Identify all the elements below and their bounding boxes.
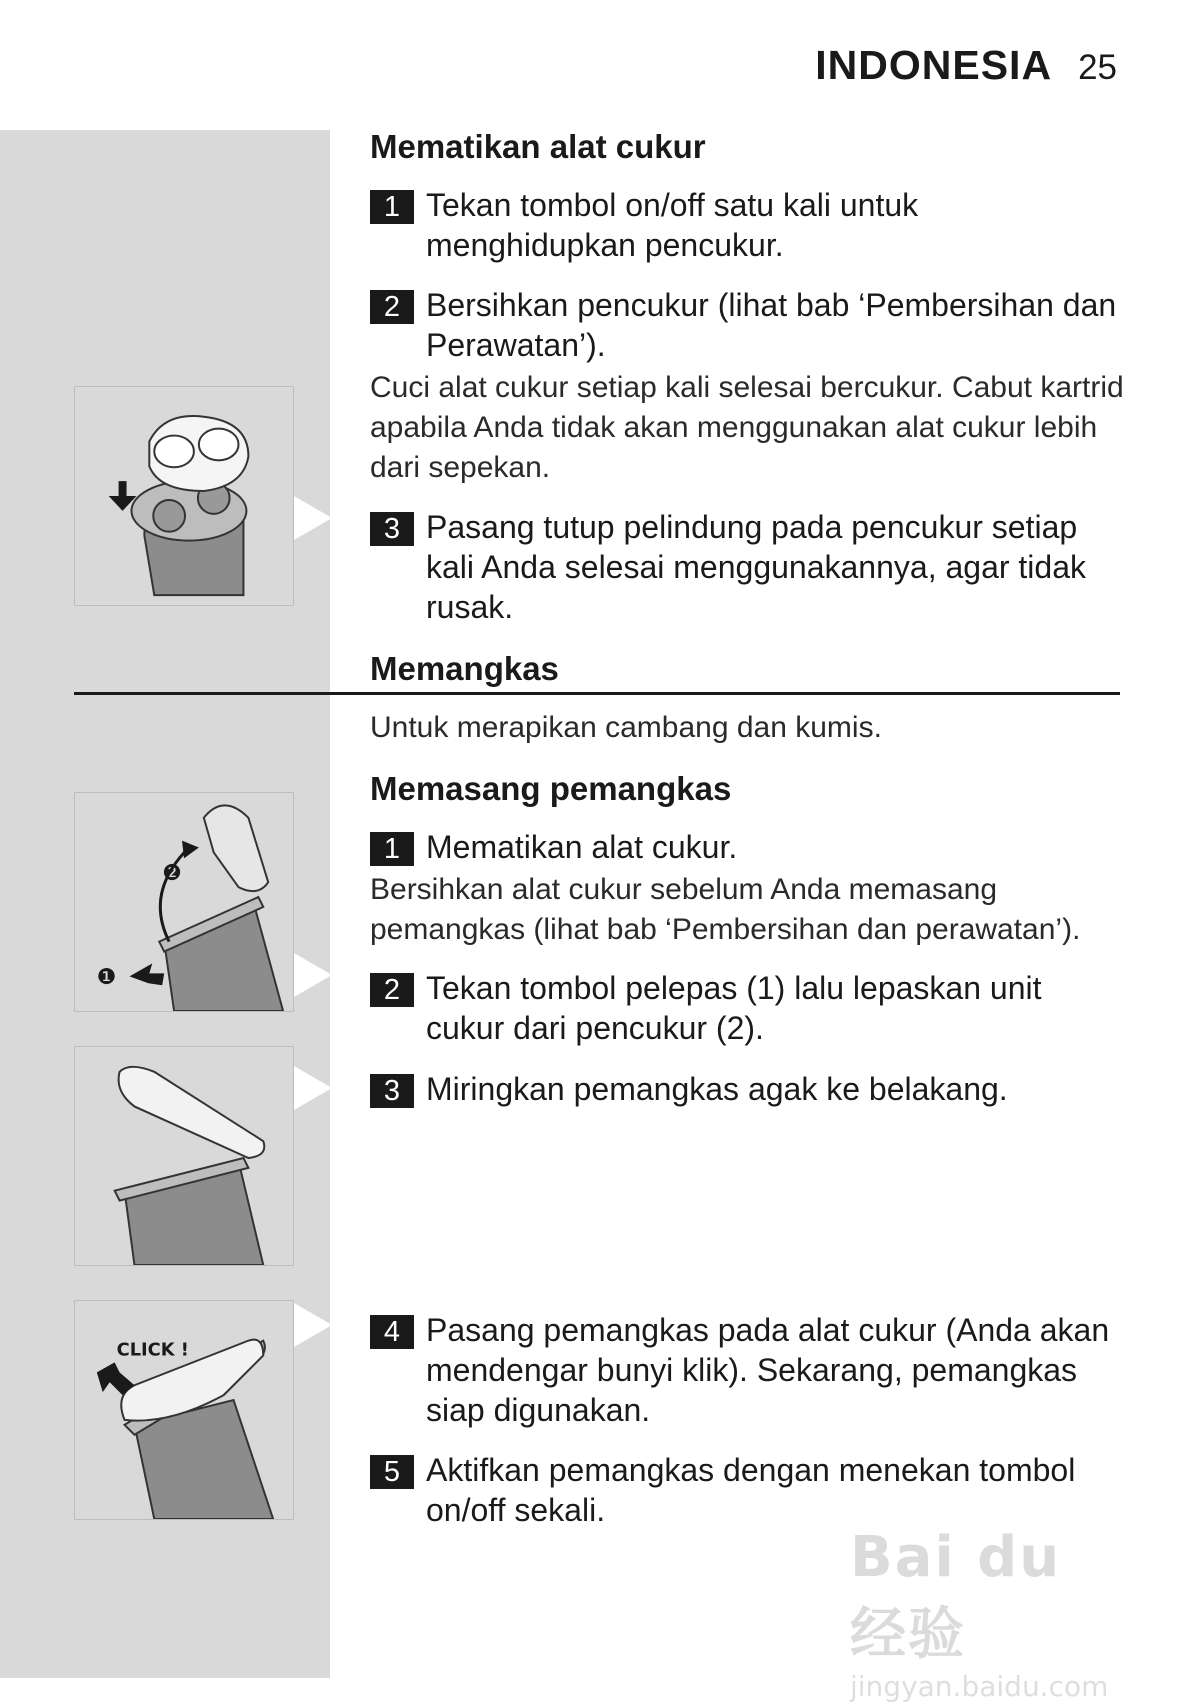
header-language: INDONESIA	[815, 42, 1053, 88]
step-text: Tekan tombol pelepas (1) lalu lepaskan unit cukur dari pencukur (2).	[426, 970, 1042, 1046]
illustration-pointer	[294, 496, 332, 540]
page-header	[815, 42, 1117, 89]
illustration-shaver-cap	[74, 386, 294, 606]
step-number: 4	[370, 1315, 414, 1349]
step-text: Mematikan alat cukur.	[426, 829, 738, 865]
step-text: Miringkan pemangkas agak ke belakang.	[426, 1071, 1008, 1107]
click-label: CLICK !	[116, 1339, 189, 1361]
marker-2: ❷	[162, 861, 182, 887]
illustration-attach-trimmer	[74, 1300, 294, 1520]
step-item	[370, 507, 1120, 627]
watermark-url: jingyan.baidu.com	[850, 1670, 1109, 1703]
trimming-intro: Untuk merapikan cambang dan kumis.	[370, 711, 882, 744]
section-divider	[74, 692, 1120, 695]
trimmer-cleaning-note: Bersihkan alat cukur sebelum Anda memasang pemangkas (lihat bab ‘Pembersihan dan perawatan’).	[370, 873, 1081, 946]
step-item	[370, 1069, 1120, 1109]
cleaning-note: Cuci alat cukur setiap kali selesai bercukur. Cabut kartrid apabila Anda tidak akan menggunakan alat cukur lebih dari sepekan.	[370, 371, 1124, 484]
watermark-logo: Bai du 经验	[850, 1525, 1062, 1667]
page-number: 25	[1078, 48, 1117, 87]
step-item	[370, 1450, 1120, 1530]
step-number: 3	[370, 512, 414, 546]
step-item	[370, 968, 1120, 1048]
step-number: 3	[370, 1074, 414, 1108]
section-title-turn-off: Mematikan alat cukur	[370, 128, 706, 165]
step-text: Aktifkan pemangkas dengan menekan tombol on/off sekali.	[426, 1452, 1076, 1528]
step-number: 5	[370, 1455, 414, 1489]
step-number: 2	[370, 290, 414, 324]
tilt-trimmer-drawing	[75, 1047, 293, 1265]
step-item	[370, 1310, 1120, 1430]
illustration-tilt-trimmer	[74, 1046, 294, 1266]
step-item	[370, 827, 1120, 867]
illustration-pointer	[294, 1303, 332, 1347]
marker-1: ❶	[96, 965, 117, 991]
shaver-cap-drawing	[75, 387, 293, 605]
illustration-pointer	[294, 953, 332, 997]
subsection-title-attach-trimmer: Memasang pemangkas	[370, 770, 732, 807]
watermark	[850, 1525, 1130, 1703]
step-number: 2	[370, 973, 414, 1007]
illustration-remove-unit	[74, 792, 294, 1012]
step-text: Pasang tutup pelindung pada pencukur setiap kali Anda selesai menggunakannya, agar tidak rusak.	[426, 509, 1086, 625]
step-text: Bersihkan pencukur (lihat bab ‘Pembersihan dan Perawatan’).	[426, 287, 1117, 363]
step-number: 1	[370, 832, 414, 866]
step-text: Tekan tombol on/off satu kali untuk menghidupkan pencukur.	[426, 187, 919, 263]
remove-unit-drawing	[75, 793, 293, 1011]
step-item	[370, 285, 1120, 365]
attach-trimmer-drawing	[75, 1301, 293, 1519]
section-title-trimming: Memangkas	[370, 650, 559, 687]
illustration-pointer	[294, 1066, 332, 1110]
step-number: 1	[370, 190, 414, 224]
step-text: Pasang pemangkas pada alat cukur (Anda akan mendengar bunyi klik). Sekarang, pemangkas siap digunakan.	[426, 1312, 1110, 1428]
step-item	[370, 185, 1120, 265]
